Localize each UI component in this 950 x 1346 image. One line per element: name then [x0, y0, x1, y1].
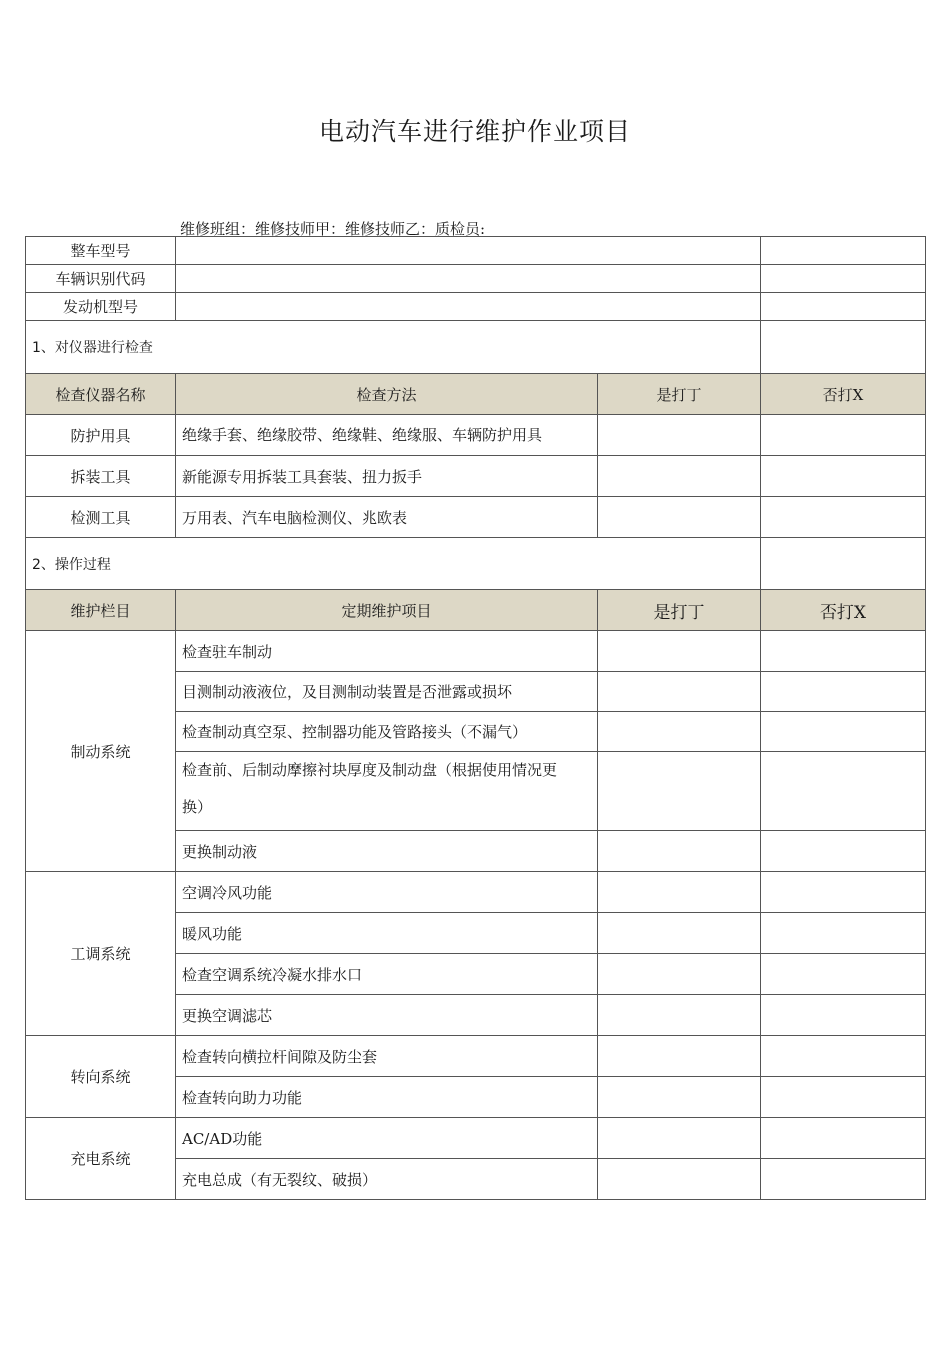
- maintenance-item: 更换制动液: [176, 831, 598, 872]
- maintenance-item-line: 检查前、后制动摩擦衬块厚度及制动盘（根据使用情况更: [182, 761, 558, 779]
- category-charging: 充电系统: [26, 1118, 176, 1200]
- vin-label: 车辆识别代码: [26, 265, 176, 293]
- maintenance-row: [26, 1118, 926, 1159]
- yes-checkbox-cell[interactable]: [598, 1077, 761, 1118]
- maintenance-row: [26, 872, 926, 913]
- no-checkbox-cell[interactable]: [761, 672, 926, 712]
- maintenance-row: [26, 1036, 926, 1077]
- no-checkbox-cell[interactable]: [761, 1118, 926, 1159]
- yes-checkbox-cell[interactable]: [598, 1159, 761, 1200]
- no-checkbox-cell[interactable]: [761, 631, 926, 672]
- category-brake: 制动系统: [26, 631, 176, 872]
- no-checkbox-cell[interactable]: [761, 712, 926, 752]
- maintenance-item: 检查制动真空泵、控制器功能及管路接头（不漏气）: [176, 712, 598, 752]
- maintenance-item: 检查转向助力功能: [176, 1077, 598, 1118]
- no-checkbox-cell[interactable]: [761, 872, 926, 913]
- engine-model-extra[interactable]: [761, 293, 926, 321]
- staff-line: 维修班组：维修技师甲：维修技师乙：质检员:: [180, 220, 486, 238]
- instrument-row: [26, 456, 926, 497]
- yes-checkbox-cell[interactable]: [598, 712, 761, 752]
- header-yes: 是打丁: [598, 590, 761, 631]
- header-no: 否打X: [761, 374, 926, 415]
- yes-checkbox-cell[interactable]: [598, 1118, 761, 1159]
- no-checkbox-cell[interactable]: [761, 831, 926, 872]
- no-checkbox-cell[interactable]: [761, 1077, 926, 1118]
- maintenance-item: AC/AD功能: [176, 1118, 598, 1159]
- yes-checkbox-cell[interactable]: [598, 497, 761, 538]
- maintenance-table: [25, 236, 926, 1200]
- yes-checkbox-cell[interactable]: [598, 913, 761, 954]
- yes-checkbox-cell[interactable]: [598, 415, 761, 456]
- instrument-row: [26, 497, 926, 538]
- instrument-name: 防护用具: [26, 415, 176, 456]
- section2-title: 2、操作过程: [26, 538, 761, 590]
- header-category: 维护栏目: [26, 590, 176, 631]
- category-ac: 工调系统: [26, 872, 176, 1036]
- instrument-name: 检测工具: [26, 497, 176, 538]
- yes-checkbox-cell[interactable]: [598, 954, 761, 995]
- no-checkbox-cell[interactable]: [761, 415, 926, 456]
- maintenance-item-line: 换）: [182, 798, 213, 816]
- no-checkbox-cell[interactable]: [761, 1036, 926, 1077]
- maintenance-item: 检查驻车制动: [176, 631, 598, 672]
- header-yes: 是打丁: [598, 374, 761, 415]
- maintenance-item: 暖风功能: [176, 913, 598, 954]
- no-checkbox-cell[interactable]: [761, 995, 926, 1036]
- header-instrument-name: 检查仪器名称: [26, 374, 176, 415]
- section1-title-extra: [761, 321, 926, 374]
- section1-title-row: [26, 321, 926, 374]
- maintenance-item: 空调冷风功能: [176, 872, 598, 913]
- no-checkbox-cell[interactable]: [761, 497, 926, 538]
- instrument-name: 拆装工具: [26, 456, 176, 497]
- instrument-method: 新能源专用拆装工具套装、扭力扳手: [176, 456, 598, 497]
- maintenance-item: 检查空调系统冷凝水排水口: [176, 954, 598, 995]
- category-steering: 转向系统: [26, 1036, 176, 1118]
- vehicle-info-row: [26, 237, 926, 265]
- vehicle-model-field[interactable]: [176, 237, 761, 265]
- no-checkbox-cell[interactable]: [761, 456, 926, 497]
- section2-title-extra: [761, 538, 926, 590]
- yes-checkbox-cell[interactable]: [598, 631, 761, 672]
- vehicle-info-row: [26, 293, 926, 321]
- instrument-method: 万用表、汽车电脑检测仪、兆欧表: [176, 497, 598, 538]
- maintenance-item: 检查转向横拉杆间隙及防尘套: [176, 1036, 598, 1077]
- maintenance-item: 更换空调滤芯: [176, 995, 598, 1036]
- vehicle-info-row: [26, 265, 926, 293]
- no-checkbox-cell[interactable]: [761, 1159, 926, 1200]
- yes-checkbox-cell[interactable]: [598, 456, 761, 497]
- yes-checkbox-cell[interactable]: [598, 995, 761, 1036]
- header-no: 否打X: [761, 590, 926, 631]
- vin-extra[interactable]: [761, 265, 926, 293]
- instrument-row: [26, 415, 926, 456]
- no-checkbox-cell[interactable]: [761, 954, 926, 995]
- maintenance-item: 充电总成（有无裂纹、破损）: [176, 1159, 598, 1200]
- maintenance-row: [26, 631, 926, 672]
- yes-checkbox-cell[interactable]: [598, 672, 761, 712]
- header-maintenance-item: 定期维护项目: [176, 590, 598, 631]
- maintenance-item: [176, 752, 598, 831]
- section2-header-row: [26, 590, 926, 631]
- header-check-method: 检查方法: [176, 374, 598, 415]
- no-checkbox-cell[interactable]: [761, 752, 926, 831]
- vehicle-model-label: 整车型号: [26, 237, 176, 265]
- instrument-method: 绝缘手套、绝缘胶带、绝缘鞋、绝缘服、车辆防护用具: [176, 415, 598, 456]
- maintenance-item: 目测制动液液位，及目测制动装置是否泄露或损坏: [176, 672, 598, 712]
- section1-title: 1、对仪器进行检查: [26, 321, 761, 374]
- yes-checkbox-cell[interactable]: [598, 831, 761, 872]
- vin-field[interactable]: [176, 265, 761, 293]
- engine-model-label: 发动机型号: [26, 293, 176, 321]
- section1-header-row: [26, 374, 926, 415]
- no-checkbox-cell[interactable]: [761, 913, 926, 954]
- section2-title-row: [26, 538, 926, 590]
- yes-checkbox-cell[interactable]: [598, 752, 761, 831]
- yes-checkbox-cell[interactable]: [598, 1036, 761, 1077]
- engine-model-field[interactable]: [176, 293, 761, 321]
- page-title: 电动汽车进行维护作业项目: [318, 117, 631, 146]
- vehicle-model-extra[interactable]: [761, 237, 926, 265]
- yes-checkbox-cell[interactable]: [598, 872, 761, 913]
